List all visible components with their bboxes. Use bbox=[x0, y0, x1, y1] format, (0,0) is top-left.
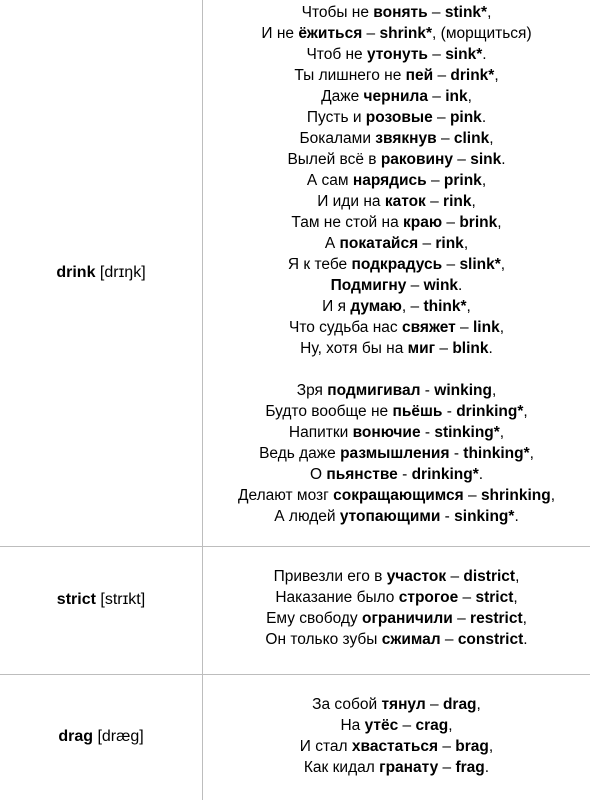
russian-keyword: покатайся bbox=[339, 235, 419, 252]
poem-line bbox=[203, 233, 590, 254]
line-suffix: , bbox=[529, 445, 534, 462]
line-dash: – bbox=[438, 759, 456, 776]
line-suffix: . bbox=[481, 109, 487, 126]
poem-cell bbox=[203, 694, 590, 778]
poem-line bbox=[203, 736, 590, 757]
line-suffix: , bbox=[471, 193, 476, 210]
line-prefix: Бокалами bbox=[299, 130, 376, 147]
line-dash: – bbox=[452, 151, 471, 168]
line-dash: – bbox=[440, 631, 458, 648]
english-word: district bbox=[463, 568, 516, 585]
russian-keyword: нарядись bbox=[352, 172, 427, 189]
line-prefix: Что судьба нас bbox=[288, 319, 402, 336]
english-word: think* bbox=[423, 298, 467, 315]
line-prefix: Наказание было bbox=[275, 589, 399, 606]
russian-keyword: пьёшь bbox=[392, 403, 443, 420]
poem-line bbox=[203, 757, 590, 778]
english-word: stinking* bbox=[434, 424, 500, 441]
line-suffix: , bbox=[550, 487, 556, 504]
word: strict bbox=[56, 591, 96, 608]
line-dash: – bbox=[427, 46, 446, 63]
english-word: sink bbox=[470, 151, 502, 168]
english-word: sink* bbox=[445, 46, 483, 63]
transcription: [dræg] bbox=[97, 728, 144, 745]
poem-line bbox=[203, 107, 590, 128]
word-cell bbox=[0, 263, 202, 283]
line-prefix: Вылей всё в bbox=[287, 151, 381, 168]
line-prefix: Привезли его в bbox=[273, 568, 387, 585]
russian-keyword: раковину bbox=[380, 151, 453, 168]
line-suffix: , bbox=[515, 568, 520, 585]
line-dash: – bbox=[425, 193, 444, 210]
russian-keyword: хвастаться bbox=[351, 738, 439, 755]
line-dash: – bbox=[427, 88, 446, 105]
line-suffix: , bbox=[489, 130, 494, 147]
line-suffix: , (морщиться) bbox=[432, 25, 532, 42]
poem-line bbox=[203, 443, 590, 464]
line-prefix: И не bbox=[261, 25, 299, 42]
english-word: drag bbox=[442, 696, 477, 713]
line-dash: - bbox=[442, 403, 457, 420]
russian-keyword: чернила bbox=[363, 88, 428, 105]
line-prefix: За собой bbox=[312, 696, 382, 713]
poem-line bbox=[203, 506, 590, 527]
line-dash: – bbox=[362, 25, 380, 42]
line-prefix: Я к тебе bbox=[287, 256, 352, 273]
line-suffix: , bbox=[488, 738, 494, 755]
russian-keyword: вонючие bbox=[352, 424, 421, 441]
english-word: blink bbox=[452, 340, 489, 357]
russian-keyword: гранату bbox=[379, 759, 439, 776]
russian-keyword: думаю bbox=[350, 298, 402, 315]
poem-line bbox=[203, 359, 590, 380]
russian-keyword: розовые bbox=[365, 109, 433, 126]
english-word: slink* bbox=[459, 256, 501, 273]
line-prefix: Пусть и bbox=[306, 109, 366, 126]
line-prefix: И стал bbox=[299, 738, 352, 755]
english-word: wink bbox=[423, 277, 459, 294]
line-dash: – bbox=[436, 130, 454, 147]
line-suffix: , bbox=[491, 382, 497, 399]
line-suffix: . bbox=[478, 466, 484, 483]
russian-keyword: утёс bbox=[364, 717, 399, 734]
line-prefix: Будто вообще не bbox=[265, 403, 393, 420]
line-dash: – bbox=[433, 67, 451, 84]
poem-line bbox=[203, 170, 590, 191]
english-word: ink bbox=[445, 88, 468, 105]
line-dash: – bbox=[426, 172, 444, 189]
poem-cell bbox=[203, 566, 590, 650]
line-dash: - bbox=[449, 445, 464, 462]
line-dash: – bbox=[455, 319, 473, 336]
line-prefix: О bbox=[309, 466, 327, 483]
english-word: rink bbox=[443, 193, 472, 210]
line-suffix: . bbox=[514, 508, 519, 525]
russian-keyword: сжимал bbox=[381, 631, 441, 648]
poem-line bbox=[203, 485, 590, 506]
line-dash: – bbox=[432, 109, 450, 126]
poem-line bbox=[203, 566, 590, 587]
line-prefix: Ты лишнего не bbox=[294, 67, 406, 84]
russian-keyword: сокращающимся bbox=[333, 487, 464, 504]
english-word: sinking* bbox=[454, 508, 515, 525]
poem-line bbox=[203, 464, 590, 485]
word: drink bbox=[56, 264, 96, 281]
english-word: brink bbox=[459, 214, 498, 231]
russian-keyword: строгое bbox=[398, 589, 459, 606]
line-suffix: , bbox=[476, 696, 481, 713]
line-dash: – bbox=[442, 256, 460, 273]
line-prefix: Ему свободу bbox=[266, 610, 362, 627]
poem-line bbox=[203, 715, 590, 736]
english-word: restrict bbox=[470, 610, 523, 627]
line-prefix: Как кидал bbox=[303, 759, 380, 776]
line-suffix: . bbox=[488, 340, 493, 357]
poem-line bbox=[203, 422, 590, 443]
line-dash: – bbox=[406, 277, 424, 294]
line-prefix: Ну, хотя бы на bbox=[300, 340, 408, 357]
russian-keyword: миг bbox=[407, 340, 436, 357]
line-dash: – bbox=[427, 4, 445, 21]
poem-line bbox=[203, 23, 590, 44]
english-word: drinking* bbox=[456, 403, 524, 420]
russian-keyword: вонять bbox=[373, 4, 428, 21]
english-word: link bbox=[472, 319, 500, 336]
russian-keyword: пей bbox=[405, 67, 434, 84]
line-suffix: , bbox=[481, 172, 487, 189]
poem-line bbox=[203, 608, 590, 629]
line-prefix: И я bbox=[322, 298, 351, 315]
word-cell bbox=[0, 727, 202, 747]
russian-keyword: Подмигну bbox=[330, 277, 407, 294]
line-prefix: А bbox=[324, 235, 340, 252]
line-prefix: Там не стой на bbox=[291, 214, 404, 231]
poem-line bbox=[203, 44, 590, 65]
line-dash: - bbox=[397, 466, 412, 483]
poem-line bbox=[203, 338, 590, 359]
line-dash: – bbox=[418, 235, 436, 252]
line-prefix: Зря bbox=[296, 382, 328, 399]
line-prefix: Чтобы не bbox=[301, 4, 374, 21]
english-word: crag bbox=[415, 717, 449, 734]
poem-line bbox=[203, 86, 590, 107]
transcription: [drɪŋk] bbox=[99, 264, 146, 281]
english-word: shrink* bbox=[379, 25, 433, 42]
line-suffix: . bbox=[484, 759, 490, 776]
line-dash: – bbox=[438, 738, 456, 755]
english-word: rink bbox=[435, 235, 464, 252]
poem-line bbox=[203, 629, 590, 650]
russian-keyword: подкрадусь bbox=[351, 256, 443, 273]
russian-keyword: утопающими bbox=[339, 508, 441, 525]
line-dash: – bbox=[446, 568, 464, 585]
poem-cell bbox=[203, 2, 590, 527]
line-suffix: . bbox=[501, 151, 506, 168]
english-word: frag bbox=[455, 759, 485, 776]
russian-keyword: каток bbox=[384, 193, 426, 210]
russian-keyword: тянул bbox=[381, 696, 426, 713]
english-word: stink* bbox=[444, 4, 488, 21]
poem-line bbox=[203, 149, 590, 170]
line-dash: - bbox=[420, 382, 435, 399]
line-dash: - bbox=[420, 424, 435, 441]
line-prefix: Даже bbox=[321, 88, 364, 105]
line-prefix: А людей bbox=[274, 508, 340, 525]
line-suffix: , bbox=[499, 424, 505, 441]
line-prefix: На bbox=[340, 717, 365, 734]
poem-line bbox=[203, 65, 590, 86]
poem-line bbox=[203, 191, 590, 212]
russian-keyword: пьянстве bbox=[326, 466, 398, 483]
poem-line bbox=[203, 296, 590, 317]
word: drag bbox=[58, 728, 93, 745]
line-dash: – bbox=[435, 340, 453, 357]
russian-keyword: ёжиться bbox=[298, 25, 363, 42]
word-cell bbox=[0, 590, 202, 610]
line-dash: – bbox=[452, 610, 471, 627]
line-prefix: Чтоб не bbox=[306, 46, 367, 63]
poem-line bbox=[203, 275, 590, 296]
english-word: constrict bbox=[457, 631, 524, 648]
line-suffix: , bbox=[523, 403, 528, 420]
line-suffix: , bbox=[466, 298, 471, 315]
english-word: shrinking bbox=[480, 487, 551, 504]
line-dash: – bbox=[398, 717, 416, 734]
english-word: drink* bbox=[450, 67, 495, 84]
russian-keyword: ограничили bbox=[362, 610, 453, 627]
line-dash: – bbox=[463, 487, 481, 504]
line-suffix: , bbox=[499, 319, 504, 336]
line-suffix: , bbox=[463, 235, 469, 252]
line-suffix: , bbox=[497, 214, 502, 231]
english-word: pink bbox=[449, 109, 482, 126]
line-suffix: , bbox=[494, 67, 499, 84]
english-word: strict bbox=[475, 589, 514, 606]
russian-keyword: подмигивал bbox=[327, 382, 421, 399]
line-prefix: И иди на bbox=[317, 193, 385, 210]
line-dash: - bbox=[440, 508, 455, 525]
line-suffix: . bbox=[523, 631, 528, 648]
line-prefix: Он только зубы bbox=[265, 631, 382, 648]
line-suffix: , bbox=[448, 717, 453, 734]
russian-keyword: свяжет bbox=[401, 319, 456, 336]
poem-line bbox=[203, 254, 590, 275]
english-word: prink bbox=[443, 172, 482, 189]
line-suffix: . bbox=[458, 277, 463, 294]
english-word: clink bbox=[453, 130, 490, 147]
line-dash: – bbox=[425, 696, 443, 713]
table-row bbox=[0, 547, 590, 674]
line-dash: – bbox=[442, 214, 460, 231]
line-prefix: А сам bbox=[306, 172, 353, 189]
poem-line bbox=[203, 401, 590, 422]
line-suffix: , bbox=[513, 589, 518, 606]
line-suffix: , bbox=[487, 4, 492, 21]
line-suffix: , bbox=[467, 88, 472, 105]
russian-keyword: участок bbox=[386, 568, 447, 585]
line-dash: , – bbox=[401, 298, 424, 315]
line-dash: – bbox=[458, 589, 476, 606]
russian-keyword: утонуть bbox=[366, 46, 428, 63]
poem-line bbox=[203, 587, 590, 608]
transcription: [strɪkt] bbox=[100, 591, 146, 608]
line-prefix: Напитки bbox=[288, 424, 353, 441]
poem-line bbox=[203, 212, 590, 233]
poem-line bbox=[203, 317, 590, 338]
table-row bbox=[0, 675, 590, 800]
line-prefix: Ведь даже bbox=[259, 445, 341, 462]
russian-keyword: размышления bbox=[340, 445, 450, 462]
english-word: thinking* bbox=[463, 445, 530, 462]
line-prefix: Делают мозг bbox=[237, 487, 334, 504]
line-suffix: , bbox=[500, 256, 506, 273]
english-word: brag bbox=[455, 738, 489, 755]
english-word: drinking* bbox=[411, 466, 479, 483]
poem-line bbox=[203, 2, 590, 23]
line-suffix: . bbox=[482, 46, 487, 63]
poem-line bbox=[203, 694, 590, 715]
line-suffix: , bbox=[522, 610, 527, 627]
russian-keyword: звякнув bbox=[375, 130, 437, 147]
russian-keyword: краю bbox=[403, 214, 443, 231]
poem-line bbox=[203, 380, 590, 401]
english-word: winking bbox=[434, 382, 492, 399]
poem-line bbox=[203, 128, 590, 149]
